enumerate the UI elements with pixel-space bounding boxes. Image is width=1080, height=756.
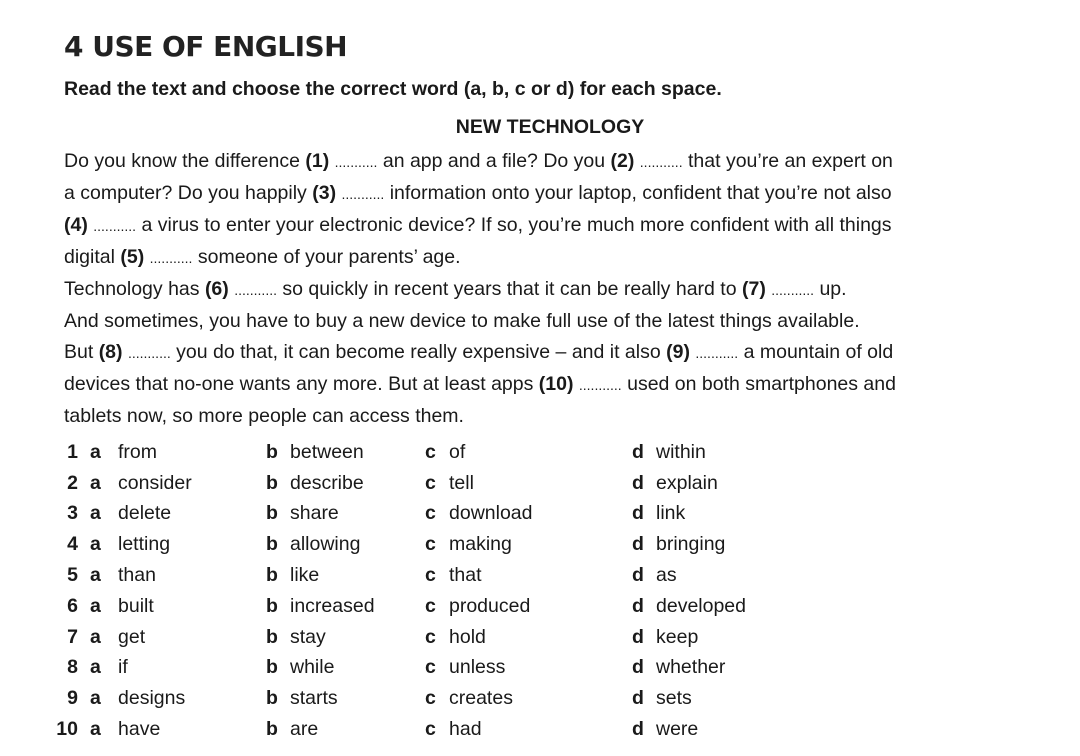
option-letter-d: d [632, 533, 644, 556]
passage-line [64, 401, 1024, 432]
text: But [64, 341, 99, 363]
text: someone of your parents’ age. [192, 246, 461, 268]
option-letter-d: d [632, 471, 644, 494]
option-row [50, 529, 746, 560]
option-b[interactable]: stay [290, 625, 326, 648]
option-letter-a: a [90, 625, 101, 648]
option-b[interactable]: between [290, 440, 364, 463]
option-letter-a: a [90, 656, 101, 679]
option-c[interactable]: hold [449, 625, 486, 648]
option-d[interactable]: within [656, 440, 706, 463]
option-a[interactable]: if [118, 656, 128, 679]
passage-line [64, 242, 1024, 274]
option-letter-c: c [425, 687, 436, 710]
option-letter-d: d [632, 502, 644, 525]
option-letter-a: a [90, 440, 101, 463]
passage-title: NEW TECHNOLOGY [455, 116, 645, 138]
option-letter-d: d [632, 625, 644, 648]
option-a[interactable]: from [118, 440, 157, 463]
option-row [50, 622, 746, 653]
option-b[interactable]: describe [290, 471, 364, 494]
option-a[interactable]: than [118, 564, 156, 587]
option-letter-b: b [266, 533, 278, 556]
text: that you’re an expert on [682, 150, 893, 172]
text: an app and a file? Do you [377, 150, 611, 172]
option-letter-b: b [266, 471, 278, 494]
option-letter-b: b [266, 687, 278, 710]
option-d[interactable]: developed [656, 594, 746, 617]
option-row [50, 499, 746, 530]
option-letter-d: d [632, 564, 644, 587]
gap-number: (7) [741, 278, 766, 300]
option-a[interactable]: letting [118, 533, 171, 556]
option-row [50, 591, 746, 622]
passage-line [64, 369, 1024, 401]
option-letter-c: c [425, 533, 436, 556]
gap-blank: ........... [334, 154, 378, 170]
passage-text [64, 146, 1024, 432]
gap-blank: ........... [127, 345, 171, 361]
question-number: 10 [56, 718, 78, 741]
option-d[interactable]: keep [656, 625, 699, 648]
option-a[interactable]: delete [118, 502, 172, 525]
option-letter-a: a [90, 533, 101, 556]
passage-line [64, 210, 1024, 242]
option-b[interactable]: share [290, 502, 339, 525]
option-letter-d: d [632, 656, 644, 679]
option-row [50, 683, 746, 714]
option-c[interactable]: unless [449, 656, 506, 679]
option-b[interactable]: increased [290, 594, 375, 617]
text: And sometimes, you have to buy a new device to make full use of the latest things available. [64, 310, 860, 332]
option-letter-a: a [90, 718, 101, 741]
option-row [50, 468, 746, 499]
option-letter-c: c [425, 471, 436, 494]
option-d[interactable]: sets [656, 687, 692, 710]
text: used on both smartphones and [621, 373, 896, 395]
text: you do that, it can become really expensive – and it also [170, 341, 667, 363]
option-c[interactable]: download [449, 502, 533, 525]
option-row [50, 714, 746, 745]
option-b[interactable]: while [290, 656, 335, 679]
option-letter-d: d [632, 718, 644, 741]
text: a computer? Do you happily [64, 182, 313, 204]
gap-number: (8) [98, 341, 123, 363]
answer-options-table [50, 437, 746, 745]
gap-number: (2) [610, 150, 635, 172]
gap-number: (10) [538, 373, 574, 395]
option-letter-b: b [266, 564, 278, 587]
passage-line [64, 178, 1024, 210]
gap-number: (5) [120, 246, 145, 268]
question-number: 1 [67, 440, 78, 463]
option-row [50, 437, 746, 468]
text: information onto your laptop, confident that you’re not also [384, 182, 892, 204]
gap-number: (1) [305, 150, 330, 172]
option-letter-a: a [90, 594, 101, 617]
option-row [50, 560, 746, 591]
section-heading: 4 USE OF ENGLISH [64, 30, 348, 63]
option-letter-d: d [632, 440, 644, 463]
option-c[interactable]: produced [449, 594, 531, 617]
option-c[interactable]: creates [449, 687, 513, 710]
text: a virus to enter your electronic device? If so, you’re much more confident with all things [136, 214, 892, 236]
option-letter-c: c [425, 718, 436, 741]
option-c[interactable]: of [449, 440, 466, 463]
option-row [50, 653, 746, 684]
option-c[interactable]: that [449, 564, 482, 587]
option-letter-b: b [266, 625, 278, 648]
text: digital [64, 246, 121, 268]
gap-blank: ........... [341, 186, 385, 202]
question-number: 6 [67, 594, 78, 617]
instruction: Read the text and choose the correct word (a, b, c or d) for each space. [64, 78, 722, 100]
question-number: 4 [67, 533, 78, 556]
option-letter-c: c [425, 440, 436, 463]
gap-number: (9) [666, 341, 690, 363]
option-a[interactable]: have [118, 718, 161, 741]
option-a[interactable]: designs [118, 687, 186, 710]
option-d[interactable]: as [656, 564, 677, 587]
gap-blank: ........... [149, 250, 193, 266]
question-number: 2 [67, 471, 78, 494]
passage-line [64, 306, 1024, 337]
gap-blank: ........... [771, 282, 815, 298]
text: up. [814, 278, 847, 300]
question-number: 7 [67, 625, 78, 648]
option-letter-a: a [90, 687, 101, 710]
option-c[interactable]: had [449, 718, 482, 741]
option-letter-c: c [425, 564, 436, 587]
option-b[interactable]: like [290, 564, 320, 587]
option-letter-a: a [90, 471, 101, 494]
option-a[interactable]: get [118, 625, 146, 648]
question-number: 3 [67, 502, 78, 525]
text: tablets now, so more people can access them. [64, 405, 464, 427]
text: devices that no-one wants any more. But at least apps [64, 373, 539, 395]
option-letter-c: c [425, 502, 436, 525]
option-c[interactable]: tell [449, 471, 474, 494]
gap-blank: ........... [578, 377, 622, 393]
option-b[interactable]: allowing [290, 533, 361, 556]
option-letter-c: c [425, 656, 436, 679]
gap-number: (6) [204, 278, 229, 300]
text: Do you know the difference [64, 150, 306, 172]
option-d[interactable]: explain [656, 471, 718, 494]
option-d[interactable]: were [656, 718, 699, 741]
gap-number: (3) [312, 182, 337, 204]
gap-blank: ........... [695, 345, 739, 361]
option-letter-a: a [90, 564, 101, 587]
gap-blank: ........... [93, 218, 137, 234]
option-letter-d: d [632, 687, 644, 710]
gap-blank: ........... [639, 154, 683, 170]
option-a[interactable]: built [118, 594, 154, 617]
option-letter-b: b [266, 502, 278, 525]
option-b[interactable]: are [290, 718, 319, 741]
question-number: 8 [67, 656, 78, 679]
option-letter-a: a [90, 502, 101, 525]
option-d[interactable]: bringing [656, 533, 726, 556]
option-letter-b: b [266, 656, 278, 679]
option-letter-c: c [425, 625, 436, 648]
passage-line [64, 274, 1024, 306]
option-d[interactable]: whether [656, 656, 726, 679]
question-number: 5 [67, 564, 78, 587]
option-c[interactable]: making [449, 533, 512, 556]
option-a[interactable]: consider [118, 471, 192, 494]
option-letter-c: c [425, 594, 436, 617]
question-number: 9 [67, 687, 78, 710]
passage-line [64, 337, 1024, 369]
option-d[interactable]: link [656, 502, 686, 525]
gap-number: (4) [64, 214, 88, 236]
text: Technology has [64, 278, 205, 300]
option-letter-b: b [266, 718, 278, 741]
gap-blank: ........... [234, 282, 277, 298]
option-letter-b: b [266, 440, 278, 463]
option-b[interactable]: starts [290, 687, 338, 710]
option-letter-b: b [266, 594, 278, 617]
passage-line [64, 146, 1024, 178]
text: a mountain of old [738, 341, 894, 363]
option-letter-d: d [632, 594, 644, 617]
text: so quickly in recent years that it can be really hard to [277, 278, 742, 300]
